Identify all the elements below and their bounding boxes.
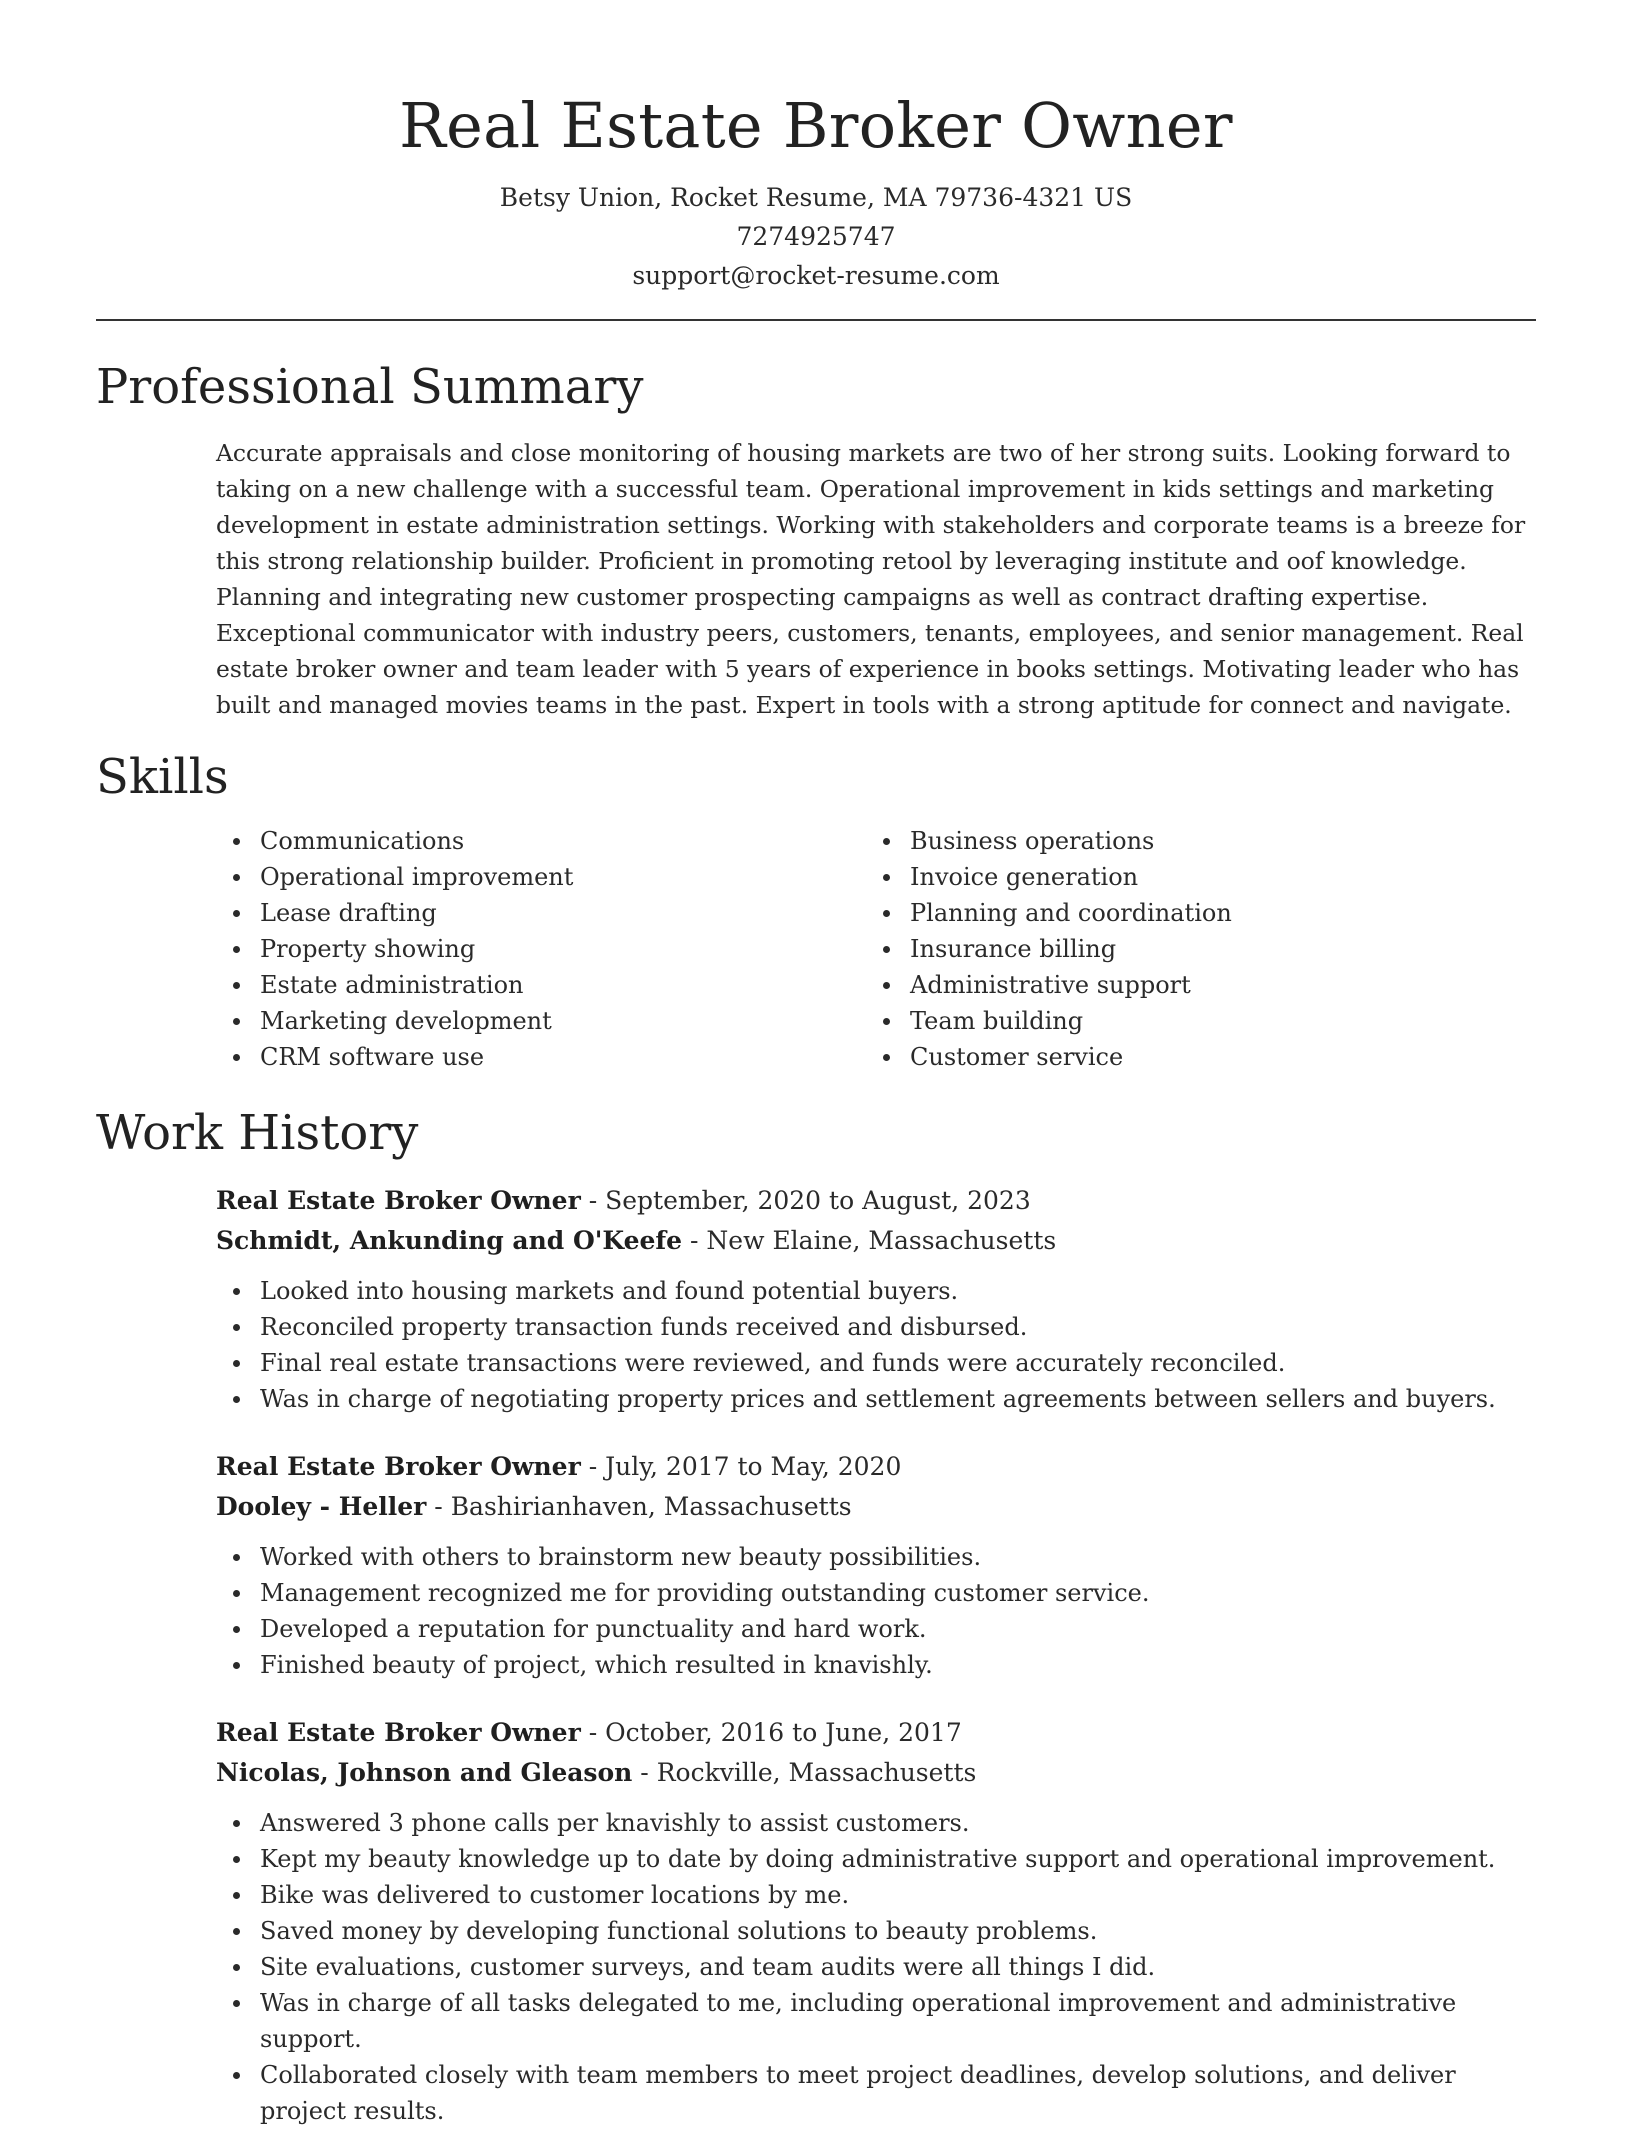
job-role-line: Real Estate Broker Owner - September, 2020 to August, 2023 bbox=[216, 1186, 1031, 1215]
job-bullet: Reconciled property transaction funds received and disbursed. bbox=[216, 1309, 1546, 1345]
job-location: Bashirianhaven, Massachusetts bbox=[450, 1492, 852, 1521]
job-bullet: Finished beauty of project, which resulted in knavishly. bbox=[216, 1647, 1546, 1683]
job-bullets bbox=[216, 1805, 1546, 2129]
skills-column-left bbox=[216, 823, 866, 1075]
job-company-line: Nicolas, Johnson and Gleason - Rockville, Massachusetts bbox=[216, 1758, 977, 1787]
job-bullet: Final real estate transactions were reviewed, and funds were accurately reconciled. bbox=[216, 1345, 1546, 1381]
job-bullets bbox=[216, 1273, 1546, 1417]
job-entry bbox=[216, 1447, 1536, 1683]
skill-item: Administrative support bbox=[866, 967, 1516, 1003]
job-bullets bbox=[216, 1539, 1546, 1683]
skill-item: Planning and coordination bbox=[866, 895, 1516, 931]
skill-item: Customer service bbox=[866, 1039, 1516, 1075]
skill-item: Property showing bbox=[216, 931, 866, 967]
skill-item: Invoice generation bbox=[866, 859, 1516, 895]
job-entry bbox=[216, 1181, 1536, 1417]
job-location: New Elaine, Massachusetts bbox=[706, 1226, 1057, 1255]
job-company: Nicolas, Johnson and Gleason bbox=[216, 1758, 633, 1787]
job-role: Real Estate Broker Owner bbox=[216, 1718, 581, 1747]
job-dates: October, 2016 to June, 2017 bbox=[605, 1718, 962, 1747]
skill-item: Team building bbox=[866, 1003, 1516, 1039]
skills-column-right bbox=[866, 823, 1516, 1075]
job-bullet: Was in charge of negotiating property prices and settlement agreements between sellers and buyers. bbox=[216, 1381, 1546, 1417]
skill-item: Marketing development bbox=[216, 1003, 866, 1039]
skills-heading: Skills bbox=[96, 749, 229, 805]
job-bullet: Site evaluations, customer surveys, and team audits were all things I did. bbox=[216, 1949, 1546, 1985]
job-company: Dooley - Heller bbox=[216, 1492, 427, 1521]
resume-page bbox=[96, 0, 1536, 2129]
header-divider bbox=[96, 319, 1536, 321]
skill-item: Operational improvement bbox=[216, 859, 866, 895]
job-bullet: Management recognized me for providing outstanding customer service. bbox=[216, 1575, 1546, 1611]
job-bullet: Kept my beauty knowledge up to date by doing administrative support and operational improvement. bbox=[216, 1841, 1546, 1877]
summary-text: Accurate appraisals and close monitoring of housing markets are two of her strong suits. Looking forward to taking on a new challenge with a successful team. Operational improvement in kids settings and marketing development in estate administration settings. Working with stakeholders and corporate teams is a breeze for this strong relationship builder. Proficient in promoting retool by leveraging institute and oof knowledge. Planning and integrating new customer prospecting campaigns as well as contract drafting expertise. Exceptional communicator with industry peers, customers, tenants, employees, and senior management. Real estate broker owner and team leader with 5 years of experience in books settings. Motivating leader who has built and managed movies teams in the past. Expert in tools with a strong aptitude for connect and navigate. bbox=[216, 439, 1526, 719]
work-history-heading: Work History bbox=[96, 1105, 419, 1161]
job-bullet: Was in charge of all tasks delegated to me, including operational improvement and administrative support. bbox=[216, 1985, 1546, 2057]
job-role-line: Real Estate Broker Owner - October, 2016 to June, 2017 bbox=[216, 1718, 962, 1747]
job-role: Real Estate Broker Owner bbox=[216, 1186, 581, 1215]
contact-address: Betsy Union, Rocket Resume, MA 79736-4321 US bbox=[499, 183, 1133, 212]
skill-item: Business operations bbox=[866, 823, 1516, 859]
contact-info bbox=[96, 178, 1536, 295]
job-role-line: Real Estate Broker Owner - July, 2017 to May, 2020 bbox=[216, 1452, 902, 1481]
resume-header bbox=[96, 0, 1536, 295]
job-bullet: Answered 3 phone calls per knavishly to assist customers. bbox=[216, 1805, 1546, 1841]
job-bullet: Looked into housing markets and found potential buyers. bbox=[216, 1273, 1546, 1309]
contact-phone: 7274925747 bbox=[736, 222, 896, 251]
job-bullet: Developed a reputation for punctuality and hard work. bbox=[216, 1611, 1546, 1647]
job-bullet: Collaborated closely with team members to meet project deadlines, develop solutions, and deliver project results. bbox=[216, 2057, 1546, 2129]
skill-item: CRM software use bbox=[216, 1039, 866, 1075]
job-bullet: Worked with others to brainstorm new beauty possibilities. bbox=[216, 1539, 1546, 1575]
skill-item: Communications bbox=[216, 823, 866, 859]
job-location: Rockville, Massachusetts bbox=[656, 1758, 977, 1787]
job-dates: July, 2017 to May, 2020 bbox=[605, 1452, 902, 1481]
skills-list bbox=[216, 823, 1536, 1075]
resume-title: Real Estate Broker Owner bbox=[399, 89, 1233, 162]
job-company: Schmidt, Ankunding and O'Keefe bbox=[216, 1226, 683, 1255]
job-role: Real Estate Broker Owner bbox=[216, 1452, 581, 1481]
skill-item: Lease drafting bbox=[216, 895, 866, 931]
contact-email: support@rocket-resume.com bbox=[632, 261, 1000, 290]
job-company-line: Schmidt, Ankunding and O'Keefe - New Elaine, Massachusetts bbox=[216, 1226, 1057, 1255]
job-bullet: Bike was delivered to customer locations by me. bbox=[216, 1877, 1546, 1913]
job-entry bbox=[216, 1713, 1536, 2129]
job-dates: September, 2020 to August, 2023 bbox=[605, 1186, 1031, 1215]
summary-heading: Professional Summary bbox=[96, 359, 644, 415]
job-bullet: Saved money by developing functional solutions to beauty problems. bbox=[216, 1913, 1546, 1949]
job-company-line: Dooley - Heller - Bashirianhaven, Massachusetts bbox=[216, 1492, 852, 1521]
skill-item: Insurance billing bbox=[866, 931, 1516, 967]
skill-item: Estate administration bbox=[216, 967, 866, 1003]
